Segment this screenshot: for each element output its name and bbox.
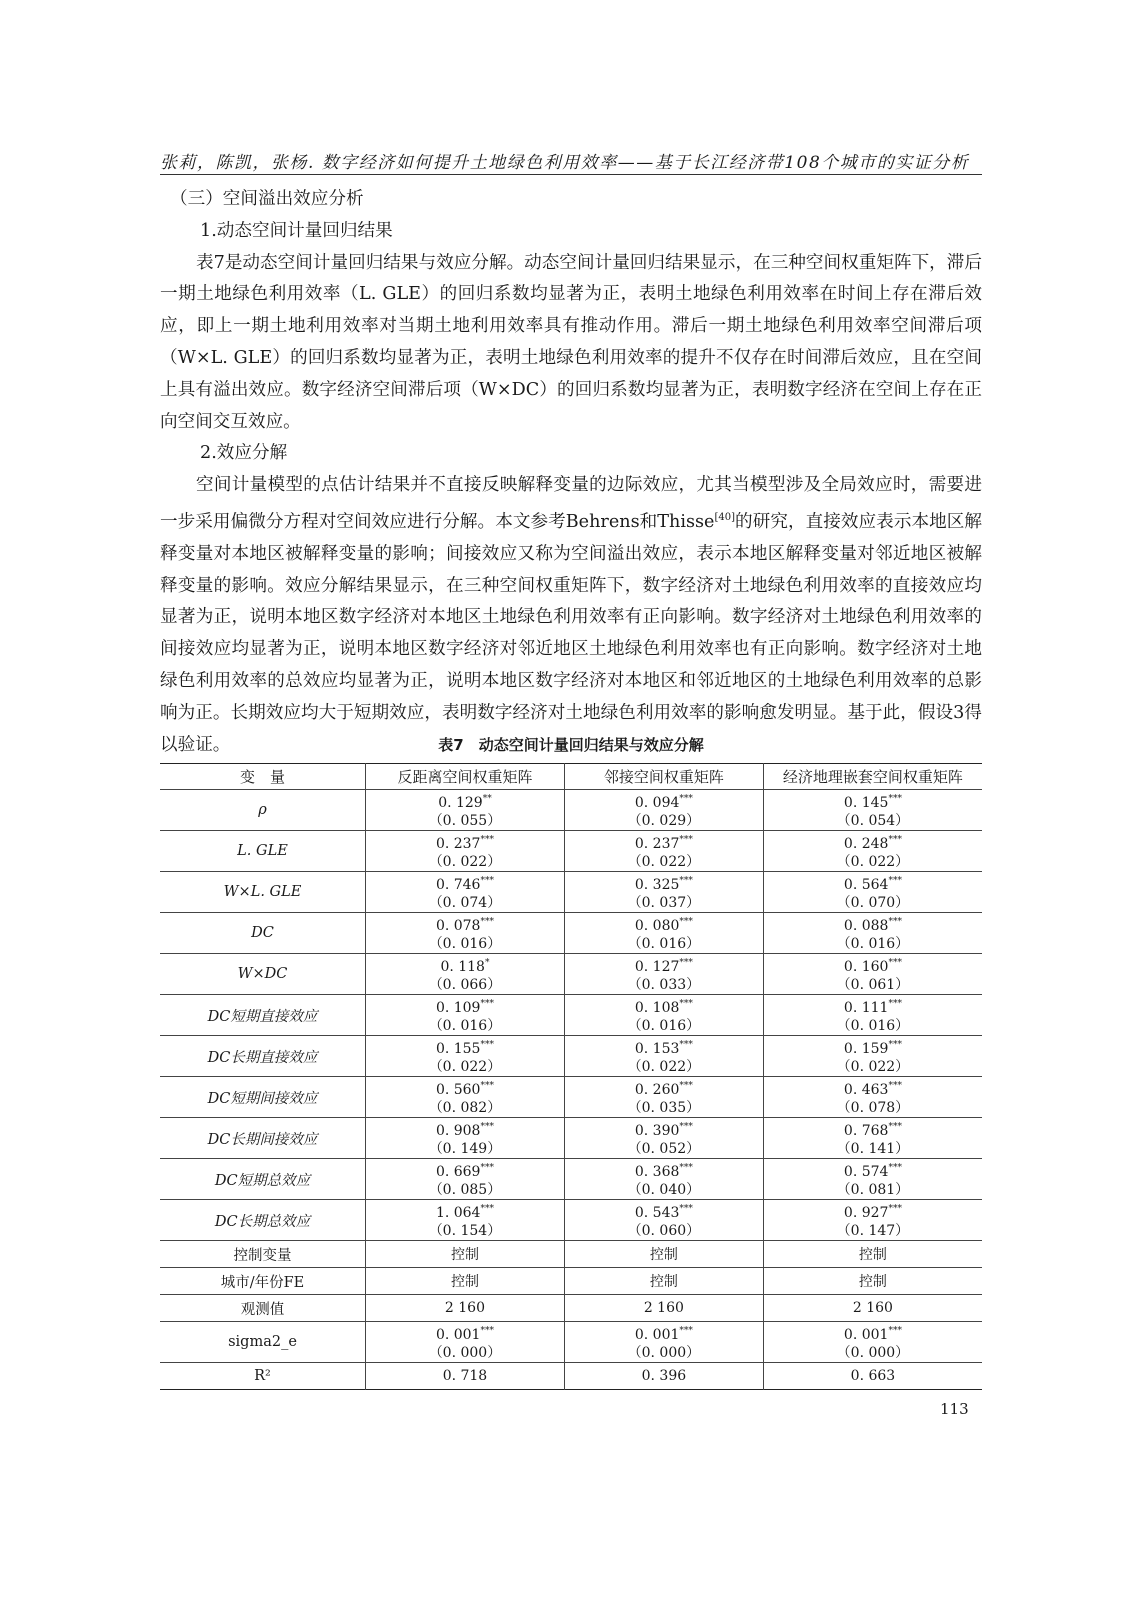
significance-stars: *** — [679, 958, 693, 968]
significance-stars: *** — [480, 1081, 494, 1091]
standard-error: （0. 022） — [428, 854, 502, 870]
standard-error: （0. 033） — [627, 977, 701, 993]
table-cell — [763, 1159, 982, 1200]
standard-error: （0. 082） — [428, 1100, 502, 1116]
table-cell — [763, 1118, 982, 1159]
standard-error: （0. 060） — [627, 1223, 701, 1239]
section-title: （三）空间溢出效应分析 — [170, 189, 364, 209]
row-variable: DC短期总效应 — [160, 1159, 366, 1200]
table-cell — [763, 872, 982, 913]
table-cell: 控制 — [564, 1268, 763, 1295]
standard-error: （0. 016） — [836, 1018, 910, 1034]
table-cell — [564, 790, 763, 831]
standard-error: （0. 154） — [428, 1223, 502, 1239]
table-cell — [763, 913, 982, 954]
header-econ-geo: 经济地理嵌套空间权重矩阵 — [763, 764, 982, 790]
row-variable: DC短期直接效应 — [160, 995, 366, 1036]
paragraph-2 — [160, 470, 982, 761]
standard-error: （0. 037） — [627, 895, 701, 911]
significance-stars: *** — [480, 1122, 494, 1132]
table-cell — [564, 913, 763, 954]
coefficient: 0. 159 — [843, 1041, 889, 1057]
coefficient: 0. 127 — [634, 959, 680, 975]
coefficient: 1. 064 — [435, 1205, 481, 1221]
coefficient: 0. 155 — [435, 1041, 481, 1057]
table-cell — [763, 995, 982, 1036]
table-cell — [366, 995, 565, 1036]
significance-stars: *** — [888, 917, 902, 927]
table-cell — [366, 913, 565, 954]
running-header: 张莉，陈凯，张杨. 数字经济如何提升土地绿色利用效率——基于长江经济带108个城市的实证分析 — [160, 153, 970, 173]
standard-error: （0. 035） — [627, 1100, 701, 1116]
significance-stars: *** — [888, 1040, 902, 1050]
standard-error: （0. 066） — [428, 977, 502, 993]
header-adjacency: 邻接空间权重矩阵 — [564, 764, 763, 790]
significance-stars: *** — [888, 835, 902, 845]
coefficient: 0. 118 — [440, 959, 485, 975]
row-variable: ρ — [160, 790, 366, 831]
table-cell: 2 160 — [366, 1295, 565, 1322]
paragraph-2-part-b: 的研究，直接效应表示本地区解释变量对本地区被解释变量的影响；间接效应又称为空间溢出效应，表示本地区解释变量对邻近地区被解释变量的影响。效应分解结果显示，在三种空间权重矩阵下，数字经济对土地绿色利用效率的直接效应均显著为正，说明本地区数字经济对本地区土地绿色利用效率有正向影响。数字经济对土地绿色利用效率的间接效应均显著为正，说明本地区数字经济对邻近地区土地绿色利用效率也有正向影响。数字经济对土地绿色利用效率的总效应均显著为正，说明本地区数字经济对本地区和邻近地区的土地绿色利用效率的总影响为正。长期效应均大于短期效应，表明数字经济对土地绿色利用效率的影响愈发明显。基于此，假设3得以验证。 — [160, 511, 982, 755]
standard-error: （0. 070） — [836, 895, 910, 911]
standard-error: （0. 022） — [627, 854, 701, 870]
row-variable: DC长期间接效应 — [160, 1118, 366, 1159]
standard-error: （0. 022） — [836, 854, 910, 870]
coefficient: 0. 768 — [843, 1123, 889, 1139]
table-row — [160, 1118, 982, 1159]
coefficient: 0. 153 — [634, 1041, 680, 1057]
significance-stars: *** — [888, 1122, 902, 1132]
table-cell — [366, 1200, 565, 1241]
table-cell — [366, 1077, 565, 1118]
table-row — [160, 1159, 982, 1200]
table-row — [160, 1268, 982, 1295]
table-row — [160, 1077, 982, 1118]
coefficient: 0. 325 — [634, 877, 680, 893]
significance-stars: *** — [679, 835, 693, 845]
table-cell: 0. 396 — [564, 1363, 763, 1390]
page-number: 113 — [940, 1400, 969, 1418]
significance-stars: ** — [482, 794, 492, 804]
standard-error: （0. 141） — [836, 1141, 910, 1157]
table-cell — [564, 1200, 763, 1241]
header-rule — [160, 174, 982, 175]
table-cell — [763, 831, 982, 872]
table-cell — [366, 1036, 565, 1077]
table-cell — [564, 1322, 763, 1363]
coefficient: 0. 237 — [634, 836, 680, 852]
table-cell: 控制 — [763, 1241, 982, 1268]
coefficient: 0. 160 — [843, 959, 889, 975]
significance-stars: *** — [888, 1163, 902, 1173]
row-variable: 观测值 — [160, 1295, 366, 1322]
table-cell — [366, 872, 565, 913]
significance-stars: *** — [888, 794, 902, 804]
standard-error: （0. 078） — [836, 1100, 910, 1116]
table-cell — [366, 1118, 565, 1159]
row-variable: DC长期直接效应 — [160, 1036, 366, 1077]
significance-stars: *** — [679, 1040, 693, 1050]
table-cell — [366, 831, 565, 872]
significance-stars: *** — [480, 1040, 494, 1050]
significance-stars: *** — [480, 835, 494, 845]
header-inverse-distance: 反距离空间权重矩阵 — [366, 764, 565, 790]
standard-error: （0. 000） — [627, 1345, 701, 1361]
coefficient: 0. 560 — [435, 1082, 481, 1098]
row-variable: 城市/年份FE — [160, 1268, 366, 1295]
standard-error: （0. 055） — [428, 813, 502, 829]
significance-stars: *** — [679, 999, 693, 1009]
coefficient: 0. 145 — [843, 795, 889, 811]
coefficient: 0. 746 — [435, 877, 481, 893]
standard-error: （0. 000） — [428, 1345, 502, 1361]
standard-error: （0. 016） — [836, 936, 910, 952]
significance-stars: *** — [679, 1204, 693, 1214]
coefficient: 0. 574 — [843, 1164, 889, 1180]
row-variable: DC短期间接效应 — [160, 1077, 366, 1118]
coefficient: 0. 564 — [843, 877, 889, 893]
subsection-title-2: 2.效应分解 — [200, 443, 288, 464]
table-caption: 表7 动态空间计量回归结果与效应分解 — [438, 736, 704, 754]
significance-stars: *** — [679, 1326, 693, 1336]
significance-stars: *** — [888, 1204, 902, 1214]
significance-stars: *** — [888, 876, 902, 886]
regression-table — [160, 763, 982, 1390]
table-body — [160, 790, 982, 1390]
significance-stars: *** — [679, 1163, 693, 1173]
coefficient: 0. 237 — [435, 836, 481, 852]
coefficient: 0. 080 — [634, 918, 680, 934]
table-row — [160, 913, 982, 954]
row-variable: DC — [160, 913, 366, 954]
coefficient: 0. 260 — [634, 1082, 680, 1098]
table-row — [160, 831, 982, 872]
table-cell: 控制 — [366, 1241, 565, 1268]
standard-error: （0. 054） — [836, 813, 910, 829]
coefficient: 0. 001 — [843, 1327, 889, 1343]
table-cell — [763, 954, 982, 995]
table-cell — [564, 1159, 763, 1200]
row-variable: 控制变量 — [160, 1241, 366, 1268]
standard-error: （0. 016） — [627, 1018, 701, 1034]
standard-error: （0. 022） — [627, 1059, 701, 1075]
coefficient: 0. 088 — [843, 918, 889, 934]
coefficient: 0. 001 — [435, 1327, 481, 1343]
table-cell — [564, 1077, 763, 1118]
significance-stars: *** — [679, 1081, 693, 1091]
significance-stars: *** — [480, 999, 494, 1009]
coefficient: 0. 111 — [843, 1000, 889, 1016]
standard-error: （0. 081） — [836, 1182, 910, 1198]
table-row — [160, 1200, 982, 1241]
significance-stars: * — [484, 958, 490, 968]
table-cell — [366, 790, 565, 831]
significance-stars: *** — [480, 876, 494, 886]
coefficient: 0. 248 — [843, 836, 889, 852]
standard-error: （0. 016） — [428, 936, 502, 952]
standard-error: （0. 149） — [428, 1141, 502, 1157]
table-row — [160, 1036, 982, 1077]
table-row — [160, 872, 982, 913]
table-cell — [564, 831, 763, 872]
table-cell: 2 160 — [564, 1295, 763, 1322]
table-cell — [564, 1036, 763, 1077]
table-cell — [564, 954, 763, 995]
significance-stars: *** — [480, 1326, 494, 1336]
table-cell — [564, 1118, 763, 1159]
table-row — [160, 1363, 982, 1390]
standard-error: （0. 016） — [428, 1018, 502, 1034]
table-cell — [366, 1159, 565, 1200]
table-cell — [763, 1200, 982, 1241]
table-cell: 2 160 — [763, 1295, 982, 1322]
table-row — [160, 790, 982, 831]
table-row — [160, 1322, 982, 1363]
table-cell: 控制 — [763, 1268, 982, 1295]
standard-error: （0. 022） — [836, 1059, 910, 1075]
standard-error: （0. 074） — [428, 895, 502, 911]
header-variable: 变 量 — [160, 764, 366, 790]
coefficient: 0. 094 — [634, 795, 680, 811]
coefficient: 0. 543 — [634, 1205, 680, 1221]
standard-error: （0. 147） — [836, 1223, 910, 1239]
coefficient: 0. 908 — [435, 1123, 481, 1139]
row-variable: W×DC — [160, 954, 366, 995]
coefficient: 0. 129 — [438, 795, 483, 811]
significance-stars: *** — [888, 958, 902, 968]
coefficient: 0. 927 — [843, 1205, 889, 1221]
table-cell — [366, 954, 565, 995]
table-row — [160, 1241, 982, 1268]
row-variable: R² — [160, 1363, 366, 1390]
paragraph-2-part-a: 空间计量模型的点估计结果并不直接反映解释变量的边际效应，尤其当模型涉及全局效应时，需要进一步采用偏微分方程对空间效应进行分解。本文参考Behrens和Thisse — [160, 475, 982, 532]
table-cell — [366, 1322, 565, 1363]
paragraph-1: 表7是动态空间计量回归结果与效应分解。动态空间计量回归结果显示，在三种空间权重矩阵下，滞后一期土地绿色利用效率（L. GLE）的回归系数均显著为正，表明土地绿色利用效率在时间上存在滞后效应，即上一期土地利用效率对当期土地利用效率具有推动作用。滞后一期土地绿色利用效率空间滞后项（W×L. GLE）的回归系数均显著为正，表明土地绿色利用效率的提升不仅存在时间滞后效应，且在空间上具有溢出效应。数字经济空间滞后项（W×DC）的回归系数均显著为正，表明数字经济在空间上存在正向空间交互效应。 — [160, 252, 982, 432]
coefficient: 0. 108 — [634, 1000, 680, 1016]
table-cell — [564, 995, 763, 1036]
row-variable: L. GLE — [160, 831, 366, 872]
body-text — [160, 180, 982, 761]
significance-stars: *** — [888, 999, 902, 1009]
row-variable: DC长期总效应 — [160, 1200, 366, 1241]
row-variable: W×L. GLE — [160, 872, 366, 913]
standard-error: （0. 085） — [428, 1182, 502, 1198]
table-row — [160, 954, 982, 995]
significance-stars: *** — [888, 1326, 902, 1336]
significance-stars: *** — [679, 794, 693, 804]
coefficient: 0. 368 — [634, 1164, 680, 1180]
significance-stars: *** — [679, 917, 693, 927]
significance-stars: *** — [480, 917, 494, 927]
subsection-title-1: 1.动态空间计量回归结果 — [200, 220, 393, 241]
significance-stars: *** — [480, 1204, 494, 1214]
standard-error: （0. 000） — [836, 1345, 910, 1361]
coefficient: 0. 109 — [435, 1000, 481, 1016]
table-cell — [564, 872, 763, 913]
table-cell: 控制 — [366, 1268, 565, 1295]
significance-stars: *** — [480, 1163, 494, 1173]
table-header-row — [160, 764, 982, 790]
standard-error: （0. 040） — [627, 1182, 701, 1198]
significance-stars: *** — [888, 1081, 902, 1091]
standard-error: （0. 061） — [836, 977, 910, 993]
table-cell — [763, 790, 982, 831]
citation-ref[interactable]: [40] — [714, 511, 735, 523]
coefficient: 0. 078 — [435, 918, 481, 934]
standard-error: （0. 022） — [428, 1059, 502, 1075]
significance-stars: *** — [679, 1122, 693, 1132]
standard-error: （0. 016） — [627, 936, 701, 952]
table-row — [160, 995, 982, 1036]
coefficient: 0. 390 — [634, 1123, 680, 1139]
table-cell: 控制 — [564, 1241, 763, 1268]
table-row — [160, 1295, 982, 1322]
coefficient: 0. 669 — [435, 1164, 481, 1180]
row-variable: sigma2_e — [160, 1322, 366, 1363]
table-cell — [763, 1322, 982, 1363]
table-cell: 0. 718 — [366, 1363, 565, 1390]
table-cell — [763, 1077, 982, 1118]
coefficient: 0. 463 — [843, 1082, 889, 1098]
coefficient: 0. 001 — [634, 1327, 680, 1343]
table-cell: 0. 663 — [763, 1363, 982, 1390]
standard-error: （0. 052） — [627, 1141, 701, 1157]
table-cell — [763, 1036, 982, 1077]
significance-stars: *** — [679, 876, 693, 886]
standard-error: （0. 029） — [627, 813, 701, 829]
